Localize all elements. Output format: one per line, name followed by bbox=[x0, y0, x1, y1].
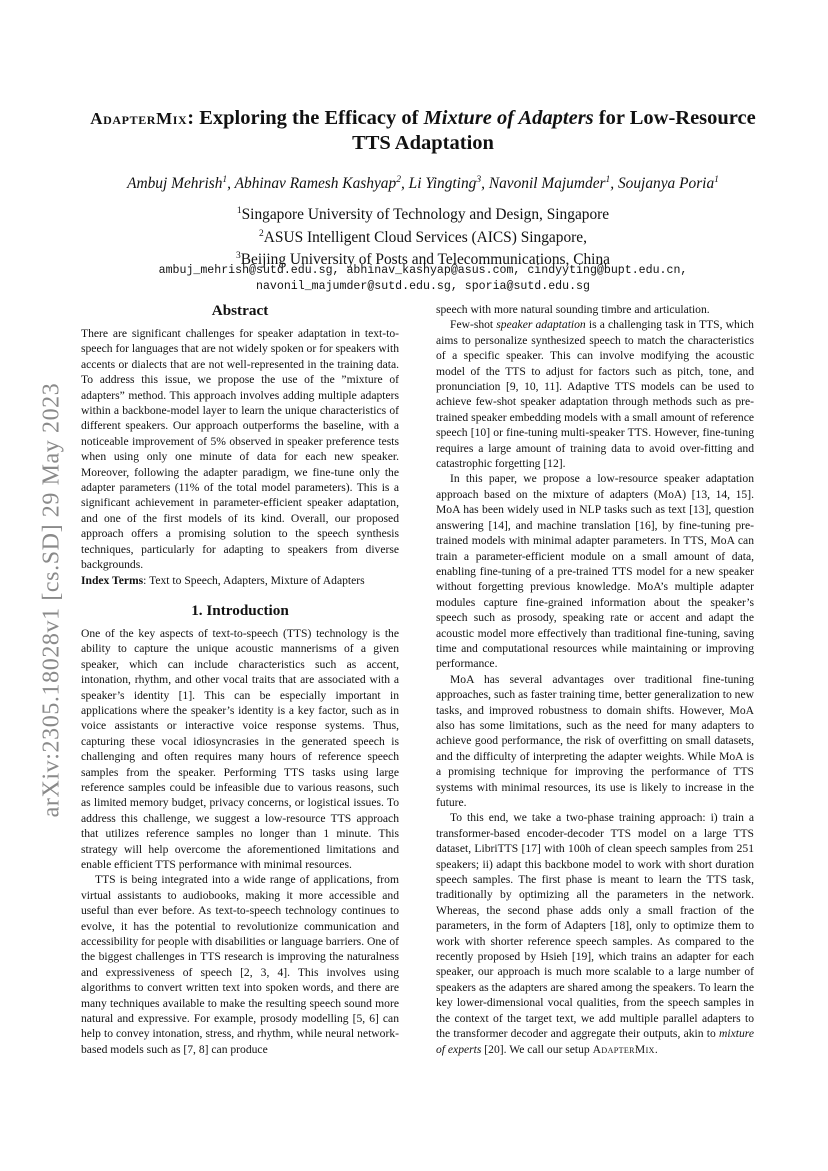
arxiv-identifier: arXiv:2305.18028v1 [cs.SD] 29 May 2023 bbox=[38, 382, 65, 818]
author-affil-sup: 1 bbox=[605, 175, 611, 185]
left-column bbox=[81, 302, 399, 1057]
abstract-body: There are significant challenges for speaker adaptation in text-to-speech for languages that are not widely spoken or for speakers with accents or dialects that are not well-represented in the training data. To address this issue, we propose the use of the ”mixture of adapters” method. This approach involves adding multiple adapters within a backbone-model layer to learn the unique characteristics of different speakers. Our approach outperforms the baseline, with a noticeable improvement of 5% observed in speaker preference tests when using only one minute of data for each new speaker. Moreover, following the adapter paradigm, we fine-tune only the adapter parameters (11% of the total model parameters). This is a significant achievement in parameter-efficient speaker adaptation, and one of the first models of its kind. Overall, our proposed approach offers a promising solution to the speech synthesis techniques, particularly for adapting to speakers from diverse backgrounds. bbox=[81, 327, 399, 572]
author-name: Navonil Majumder bbox=[488, 175, 606, 193]
index-terms-text: : Text to Speech, Adapters, Mixture of Adapters bbox=[143, 573, 365, 587]
text-run: [20]. We call our setup bbox=[481, 1042, 593, 1056]
body-paragraph bbox=[436, 810, 754, 1057]
affiliation-line bbox=[78, 225, 768, 248]
intro-paragraph: TTS is being integrated into a wide range of applications, from virtual assistants to audiobooks, making it more accessible and useful than ever before. As text-to-speech technology continues to evolve, it has the potential to revolutionize communication and accessibility for people with disabilities or language barriers. One of the biggest challenges in TTS research is improving the naturalness and expressiveness of speech [2, 3, 4]. This involves using algorithms to convert written text into spoken words, and there are many techniques available to make the resulting speech sound more natural and expressive. For example, prosody modelling [5, 6] can help to convey intonation, stress, and rhythm, while neural network-based models such as [7, 8] can produce bbox=[81, 873, 399, 1056]
text-run-italic: mixture of experts bbox=[436, 1027, 754, 1056]
author-name: Li Yingting bbox=[408, 175, 477, 193]
text-run-smallcaps: AdapterMix bbox=[592, 1042, 655, 1056]
author-affil-sup: 1 bbox=[714, 175, 719, 185]
body-paragraph: speech with more natural sounding timbre and articulation. bbox=[436, 303, 710, 316]
email-list bbox=[78, 263, 768, 294]
intro-heading: 1. Introduction bbox=[191, 601, 289, 619]
author-affil-sup: 3 bbox=[476, 175, 482, 185]
text-run: is a challenging task in TTS, which aims to personalize synthesized speech to match the characteristics of a specific speaker. This can involve modifying the acoustic model of the TTS to adjust for factors such as pitch, tone, and pronunciation [9, 10, 11]. Adaptive TTS models can be used to achieve few-shot speaker adaptation through methods such as pre-trained speaker embedding models with a small amount of reference speech [10] or fine-tuning multi-speaker TTS. However, fine-tuning requires a large amount of training data to avoid over-fitting and catastrophic forgetting [12]. bbox=[436, 318, 754, 471]
abstract-heading: Abstract bbox=[211, 302, 269, 319]
email-line: ambuj_mehrish@sutd.edu.sg, abhinav_kashyap@asus.com, cindyyting@bupt.edu.cn, bbox=[158, 264, 688, 277]
author-name: Abhinav Ramesh Kashyap bbox=[234, 175, 397, 193]
text-run: Few-shot bbox=[450, 318, 497, 332]
author-affil-sup: 2 bbox=[396, 175, 401, 185]
affiliation-line bbox=[78, 202, 768, 225]
title-part1: : Exploring the Efficacy of bbox=[187, 107, 424, 129]
body-paragraph bbox=[436, 317, 754, 471]
author-affil-sup: 1 bbox=[222, 175, 228, 185]
affiliations bbox=[78, 202, 768, 270]
text-run-italic: speaker adaptation bbox=[496, 318, 586, 332]
title-part2: for Low-Resource TTS Adaptation bbox=[352, 107, 756, 154]
text-run: To this end, we take a two-phase training approach: i) train a transformer-based encoder-decoder TTS model on a large TTS dataset, LibriTTS [17] with 100h of clean speech samples from 251 speakers; ii) adapt this backbone model to work with short duration speech samples. The first phase is meant to learn the TTS task, traditionally by optimizing all the parameters in the network. Whereas, the second phase adds only a small fraction of the parameters, in the form of Adapters [18], only to optimize them to work with shorter reference speech samples. As compared to the recently proposed by Hsieh [19], which trains an adapter for each speaker, our approach is much more scalable to a large number of speakers as the adapters are shared among the speakers. To learn the key lower-dimensional vocal qualities, from the speech samples in the context of the target text, we add multiple parallel adapters to the transformer decoder and aggregate their outputs, akin to bbox=[436, 811, 754, 1041]
intro-paragraph: One of the key aspects of text-to-speech (TTS) technology is the ability to capture the unique acoustic mannerisms of a given speaker, which can include characteristics such as accent, intonation, rhythm, and other vocal traits that are associated with a speaker’s identity [1]. This can be especially important in applications where the speaker’s identity is a key factor, such as in voice assistants or interactive voice response systems. Thus, capturing these vocal idiosyncrasies in the generated speech is challenging and often requires many hours of reference speech samples from the speaker. Performing TTS tasks using large reference samples could be infeasible due to various reasons, such as limited memory budget, privacy concerns, or logistical issues. To address this challenge, we suggest a low-resource TTS approach that utilizes reference samples no longer than 1 minute. This strategy will help overcome the aforementioned limitations and enable efficient TTS performance with minimal resources. bbox=[81, 626, 399, 871]
email-line: navonil_majumder@sutd.edu.sg, sporia@sutd.edu.sg bbox=[256, 279, 590, 293]
affiliation-text: ASUS Intelligent Cloud Services (AICS) Singapore, bbox=[263, 228, 587, 246]
author-name: Ambuj Mehrish bbox=[127, 175, 223, 193]
text-run: . bbox=[654, 1042, 658, 1056]
affiliation-sup: 3 bbox=[235, 251, 241, 262]
right-column bbox=[436, 302, 754, 1057]
affiliation-sup: 2 bbox=[259, 228, 264, 239]
index-terms bbox=[81, 573, 399, 588]
index-terms-label: Index Terms bbox=[81, 573, 144, 587]
title-italic: Mixture of Adapters bbox=[423, 107, 594, 129]
author-name: Soujanya Poria bbox=[617, 175, 715, 193]
affiliation-text: Beijing University of Posts and Telecommunications, China bbox=[240, 251, 610, 269]
paper-title bbox=[78, 106, 768, 156]
affiliation-sup: 1 bbox=[236, 206, 242, 216]
title-system-name: AdapterMix bbox=[90, 109, 188, 128]
body-paragraph: In this paper, we propose a low-resource speaker adaptation approach based on the mixture of adapters (MoA) [13, 14, 15]. MoA has been widely used in NLP tasks such as text [13], question answering [14], and machine translation [16], by fine-tuning pre-trained models with minimal adapter parameters. In TTS, MoA can train a parameter-efficient module on a small amount of data, enabling fine-tuning of a pre-trained TTS model for a new speaker without forgetting previous knowledge. MoA’s multiple adapter modules capture fine-grained information about the speaker’s speech such as prosody, speaking rate or accent and adapt the acoustic model more effectively than traditional fine-tuning, saving time and computational resources while maintaining or improving performance. bbox=[436, 472, 754, 671]
author-list: Ambuj Mehrish$^1$, Abhinav Ramesh Kashyap$^2$, Li Yingting$^3$, Navonil Majumder$^1$, Soujanya Poria$^1$ bbox=[127, 175, 719, 193]
body-paragraph: MoA has several advantages over traditional fine-tuning approaches, such as faster training time, better generalization to new tasks, and improved robustness to domain shifts. However, MoA also has some limitations, such as the need for many adapters to achieve good performance, the risk of overfitting on small datasets, and the difficulty of interpreting the adapter weights. While MoA is a promising technique for improving the performance of TTS systems with minimal resources, its use is likely to increase in the future. bbox=[436, 672, 754, 809]
affiliation-text: Singapore University of Technology and Design, Singapore bbox=[241, 206, 610, 224]
